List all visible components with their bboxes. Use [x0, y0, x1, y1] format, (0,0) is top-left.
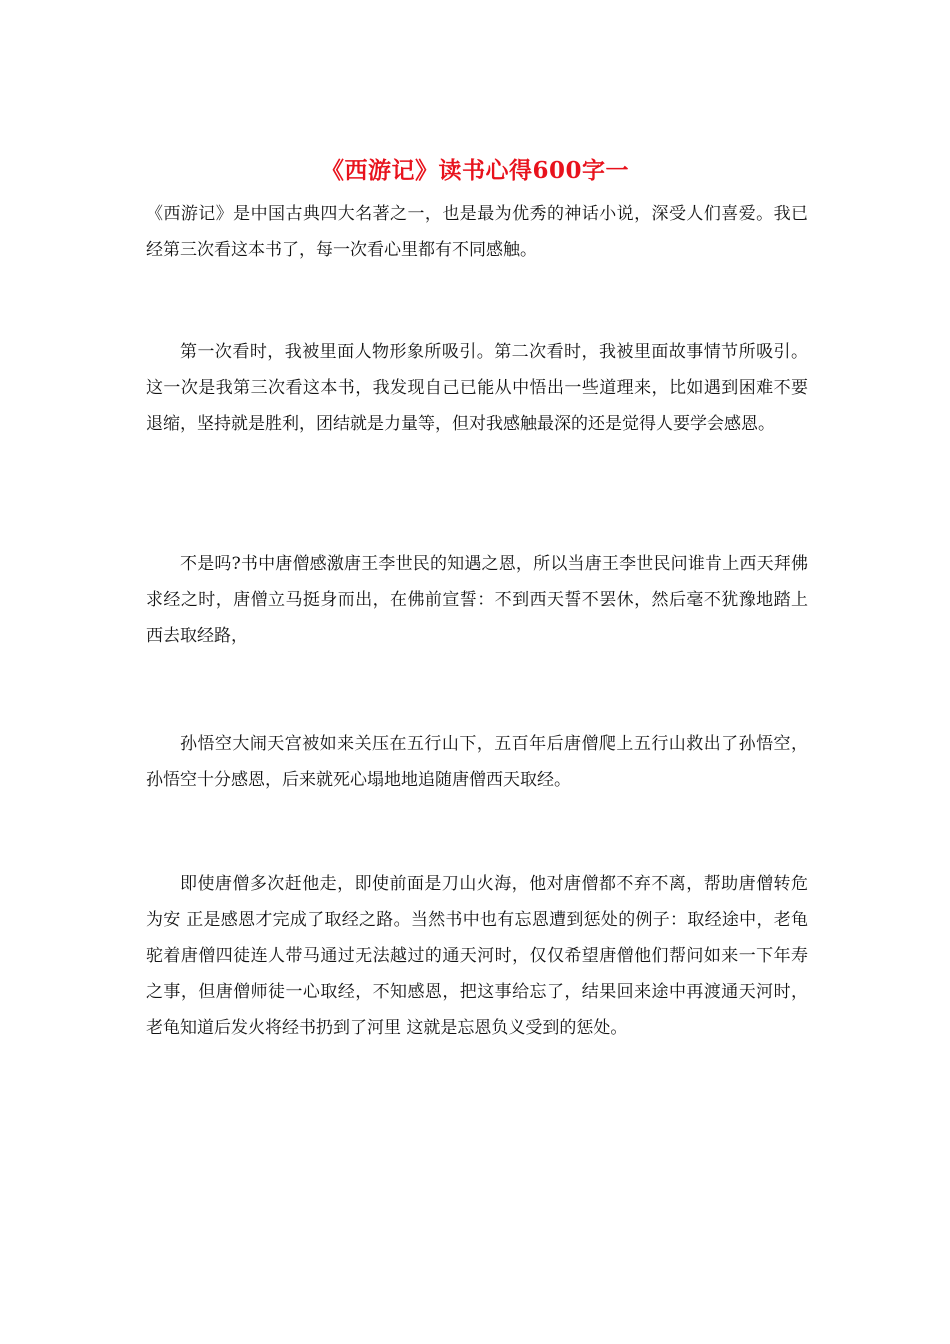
paragraph-tang-seng: 不是吗?书中唐僧感激唐王李世民的知遇之恩，所以当唐王李世民问谁肯上西天拜佛求经之时，唐僧立马挺身而出，在佛前宣誓：不到西天誓不罢休，然后毫不犹豫地踏上西去取经路， [146, 554, 808, 646]
paragraph-reading-impressions: 第一次看时，我被里面人物形象所吸引。第二次看时，我被里面故事情节所吸引。这一次是我第三次看这本书，我发现自己已能从中悟出一些道理来，比如遇到困难不要退缩，坚持就是胜利，团结就是力量等，但对我感触最深的还是觉得人要学会感恩。 [146, 342, 808, 434]
paragraph-sun-wukong: 孙悟空大闹天宫被如来关压在五行山下，五百年后唐僧爬上五行山救出了孙悟空，孙悟空十分感恩，后来就死心塌地地追随唐僧西天取经。 [146, 734, 808, 790]
paragraph-gratitude-example: 即使唐僧多次赶他走，即使前面是刀山火海，他对唐僧都不弃不离，帮助唐僧转危为安 正是感恩才完成了取经之路。当然书中也有忘恩遭到惩处的例子：取经途中，老龟驼着唐僧四徒连人带马通过无法越过的通天河时，仅仅希望唐僧他们帮问如来一下年寿之事，但唐僧师徒一心取经，不知感恩，把这事给忘了，结果回来途中再渡通天河时，老龟知道后发火将经书扔到了河里 这就是忘恩负义受到的惩处。 [146, 874, 808, 1038]
paragraph-intro: 《西游记》是中国古典四大名著之一，也是最为优秀的神话小说，深受人们喜爱。我已经第三次看这本书了，每一次看心里都有不同感触。 [146, 204, 808, 260]
document-title: 《西游记》读书心得600字一 [320, 157, 629, 184]
